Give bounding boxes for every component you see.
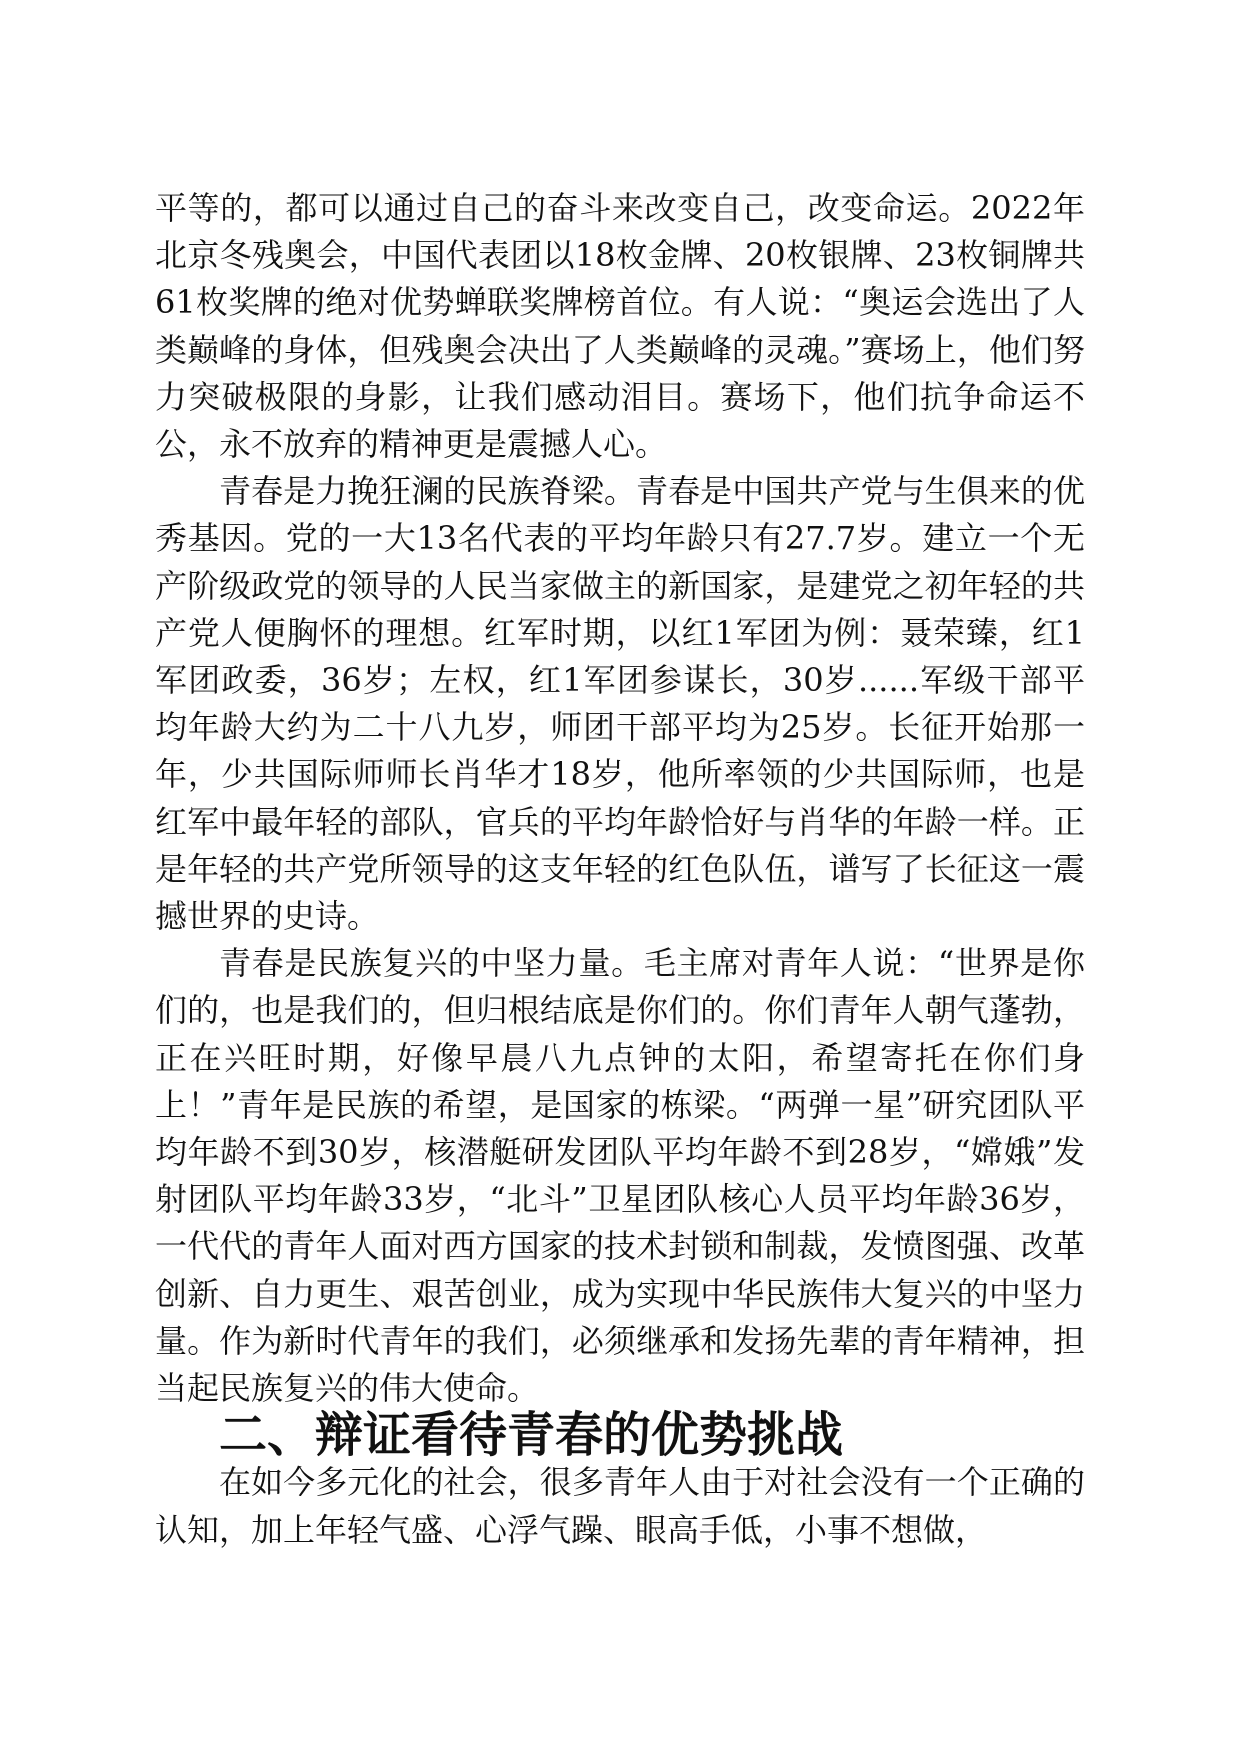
section-heading: 二、辩证看待青春的优势挑战 [219, 1407, 844, 1464]
paragraph-youth-core-force: 青春是民族复兴的中坚力量。毛主席对青年人说：“世界是你们的，也是我们的，但归根结底是你们的。你们青年人朝气蓬勃，正在兴旺时期，好像早晨八九点钟的太阳，希望寄托在你们身上！”青年是民族的希望，是国家的栋梁。“两弹一星”研究团队平均年龄不到30岁，核潜艇研发团队平均年龄不到28岁，“嫦娥”发射团队平均年龄33岁，“北斗”卫星团队核心人员平均年龄36岁，一代代的青年人面对西方国家的技术封锁和制裁，发愤图强、改革创新、自力更生、艰苦创业，成为实现中华民族伟大复兴的中坚力量。作为新时代青年的我们，必须继承和发扬先辈的青年精神，担当起民族复兴的伟大使命。 [155, 944, 1085, 1408]
document-page [155, 185, 1085, 1554]
paragraph-continuation: 平等的，都可以通过自己的奋斗来改变自己，改变命运。2022年北京冬残奥会，中国代表团以18枚金牌、20枚银牌、23枚铜牌共61枚奖牌的绝对优势蝉联奖牌榜首位。有人说：“奥运会选出了人类巅峰的身体，但残奥会决出了人类巅峰的灵魂。”赛场上，他们努力突破极限的身影，让我们感动泪目。赛场下，他们抗争命运不公，永不放弃的精神更是震撼人心。 [155, 189, 1085, 464]
paragraph-youth-backbone: 青春是力挽狂澜的民族脊梁。青春是中国共产党与生俱来的优秀基因。党的一大13名代表的平均年龄只有27.7岁。建立一个无产阶级政党的领导的人民当家做主的新国家，是建党之初年轻的共产党人便胸怀的理想。红军时期，以红1军团为例：聂荣臻，红1军团政委，36岁；左权，红1军团参谋长，30岁......军级干部平均年龄大约为二十八九岁，师团干部平均为25岁。长征开始那一年，少共国际师师长肖华才18岁，他所率领的少共国际师，也是红军中最年轻的部队，官兵的平均年龄恰好与肖华的年龄一样。正是年轻的共产党所领导的这支年轻的红色队伍，谱写了长征这一震撼世界的史诗。 [155, 472, 1085, 936]
paragraph-diverse-society: 在如今多元化的社会，很多青年人由于对社会没有一个正确的认知，加上年轻气盛、心浮气躁、眼高手低，小事不想做， [155, 1463, 1085, 1549]
